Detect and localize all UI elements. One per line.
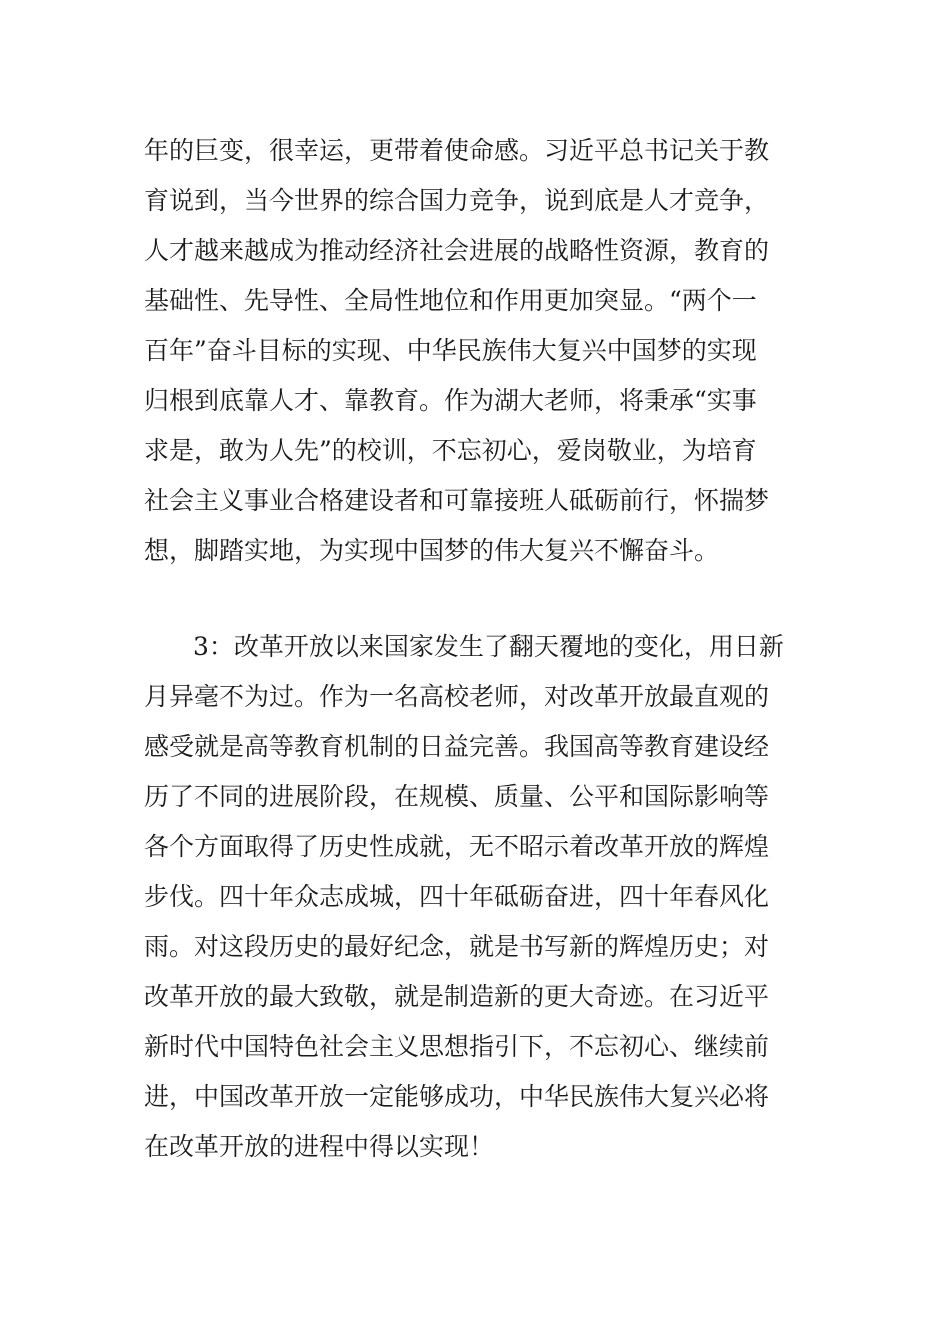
text-line: 人才越来越成为推动经济社会进展的战略性资源，教育的 [144, 236, 770, 265]
text-line: 年的巨变，很幸运，更带着使命感。习近平总书记关于教 [144, 136, 770, 165]
text-line: 归根到底靠人才、靠教育。作为湖大老师，将秉承“实事 [144, 386, 757, 415]
text-line: 求是，敢为人先”的校训，不忘初心，爱岗敬业，为培育 [144, 436, 757, 465]
text-line: 3：改革开放以来国家发生了翻天覆地的变化，用日新 [193, 632, 784, 661]
text-line: 在改革开放的进程中得以实现！ [144, 1132, 495, 1161]
text-line: 各个方面取得了历史性成就，无不昭示着改革开放的辉煌 [144, 832, 770, 861]
text-line: 雨。对这段历史的最好纪念，就是书写新的辉煌历史；对 [144, 932, 770, 961]
text-line: 历了不同的进展阶段，在规模、质量、公平和国际影响等 [144, 782, 770, 811]
text-line: 想，脚踏实地，为实现中国梦的伟大复兴不懈奋斗。 [144, 536, 720, 565]
text-line: 月异毫不为过。作为一名高校老师，对改革开放最直观的 [144, 682, 770, 711]
text-line: 感受就是高等教育机制的日益完善。我国高等教育建设经 [144, 732, 770, 761]
text-line: 基础性、先导性、全局性地位和作用更加突显。“两个一 [144, 286, 757, 315]
text-line: 进，中国改革开放一定能够成功，中华民族伟大复兴必将 [144, 1082, 770, 1111]
text-line: 育说到，当今世界的综合国力竞争，说到底是人才竞争， [144, 186, 770, 215]
text-line: 步伐。四十年众志成城，四十年砥砺奋进，四十年春风化 [144, 882, 770, 911]
text-line: 百年”奋斗目标的实现、中华民族伟大复兴中国梦的实现 [144, 336, 757, 365]
text-line: 新时代中国特色社会主义思想指引下，不忘初心、继续前 [144, 1032, 770, 1061]
text-line: 改革开放的最大致敬，就是制造新的更大奇迹。在习近平 [144, 982, 770, 1011]
text-line: 社会主义事业合格建设者和可靠接班人砥砺前行，怀揣梦 [144, 486, 770, 515]
